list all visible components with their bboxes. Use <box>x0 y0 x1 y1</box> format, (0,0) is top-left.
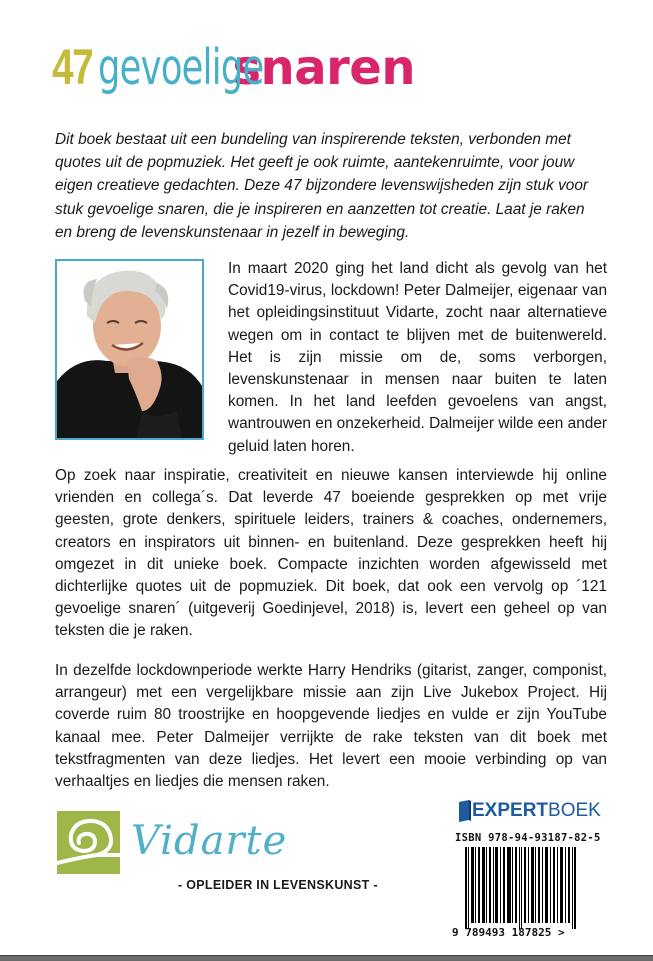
vidarte-logo-icon <box>57 811 120 874</box>
isbn-barcode <box>465 847 580 929</box>
publisher-name-strong: EXPERT <box>472 800 549 821</box>
portrait-image <box>57 261 202 438</box>
title-end-word: snaren <box>232 40 416 96</box>
publisher-logo <box>459 800 601 822</box>
author-photo <box>55 259 204 440</box>
book-icon <box>459 800 471 822</box>
intro-blurb: Dit boek bestaat uit een bundeling van inspirerende teksten, verbonden met quotes uit de popmuziek. Het geeft je ook ruimte, aantekenruimte, voor jouw eigen creatieve gedachten. Deze 47 bijzondere levenswijsheden zijn stuk voor stuk gevoelige snaren, die je inspireren en aanzetten tot creatie. Laat je raken en breng de levenskunstenaar in jezelf in beweging. <box>55 131 589 241</box>
spiral-icon <box>57 811 120 874</box>
book-title <box>52 38 415 108</box>
publisher-name-light: BOEK <box>548 800 601 821</box>
paragraph-lockdown: In maart 2020 ging het land dicht als gevolg van het Covid19-virus, lockdown! Peter Dalmeijer, eigenaar van het opleidingsinstituut Vidarte, zocht naar alternatieve wegen om in contact te blijven met de buitenwereld. Het is zijn missie om de, soms verborgen, levenskunstenaar in mensen naar buiten te laten komen. In het land leefden gevoelens van angst, wantrouwen en onzekerheid. Dalmeijer wilde een ander geluid laten horen. <box>228 260 608 455</box>
isbn-label: ISBN 978-94-93187-82-5 <box>455 832 601 844</box>
bottom-edge <box>0 955 653 961</box>
title-number: 47 <box>52 39 93 95</box>
paragraph-interviews: Op zoek naar inspiratie, creativiteit en nieuwe kansen interviewde hij online vrienden en collega´s. Dat leverde 47 boeiende gesprekken op met vrije geesten, grote denkers, spirituele leiders, trainers & coaches, ondernemers, creators en inspirators uit binnen- en buitenland. Deze gesprekken heeft hij omgezet in dit unieke boek. Compacte inzichten worden afgewisseld met dichterlijke quotes uit de popmuziek. Dit boek, dat ook een vervolg op ´121 gevoelige snaren´ (uitgeverij Goedinjevel, 2018) is, levert een geheel op van teksten die je raken. <box>55 467 607 640</box>
barcode-digits: 9 789493 187825 > <box>452 926 565 939</box>
title-middle-word: gevoelige <box>97 39 264 96</box>
vidarte-wordmark: Vidarte <box>131 818 288 864</box>
vidarte-tagline: - OPLEIDER IN LEVENSKUNST - <box>178 878 378 892</box>
paragraph-jukebox: In dezelfde lockdownperiode werkte Harry Hendriks (gitarist, zanger, componist, arrangeur) met een vergelijkbare missie aan zijn Live Jukebox Project. Hij coverde ruim 80 troostrijke en hoopgevende liedjes en vulde er zijn YouTube kanaal mee. Peter Dalmeijer verrijkte de rake teksten van dit boek met tekstfragmenten van deze liedjes. Het levert een mooie verbinding op van verhaaltjes en liedjes die mensen raken. <box>55 662 607 791</box>
